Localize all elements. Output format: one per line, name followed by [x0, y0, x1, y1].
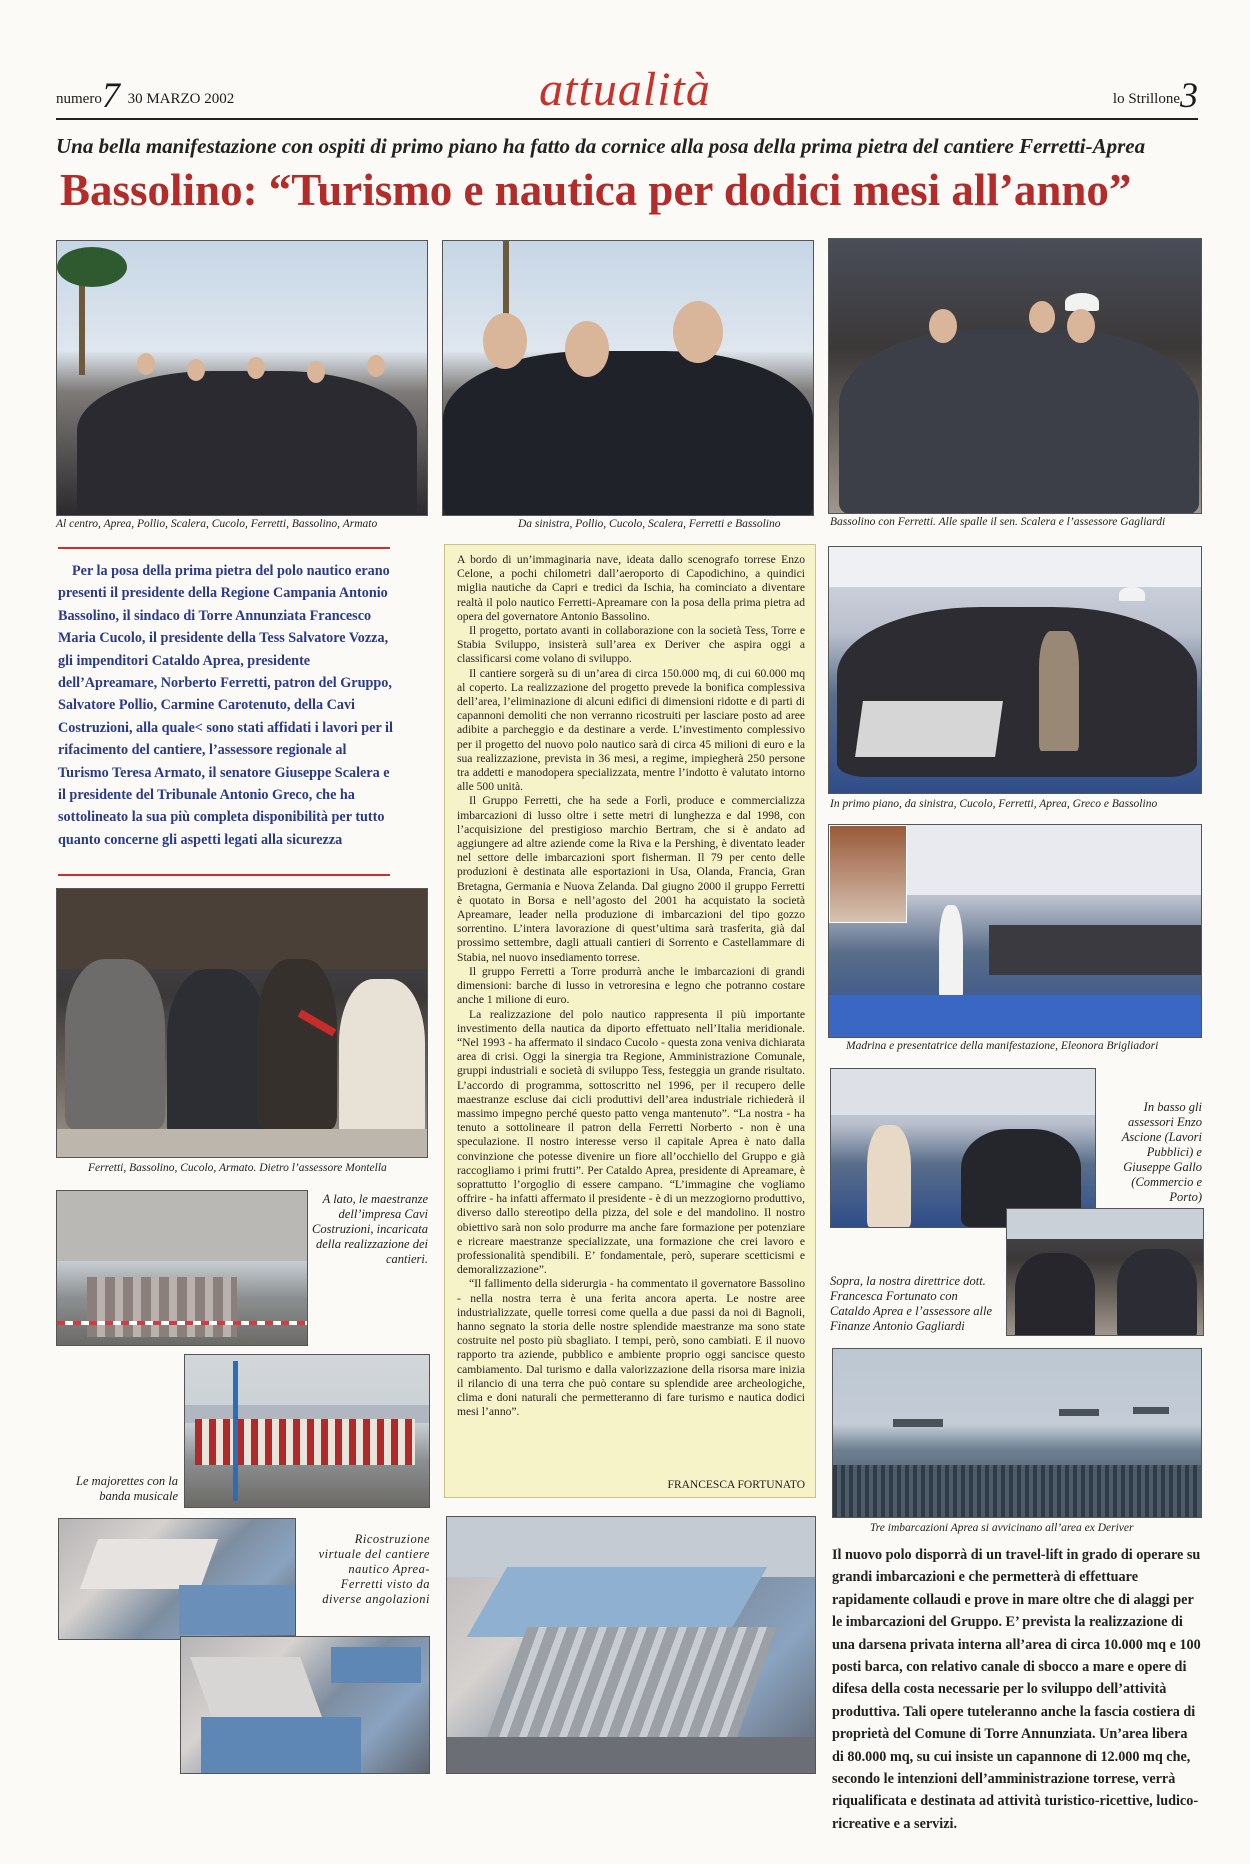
kicker: Una bella manifestazione con ospiti di primo piano ha fatto da cornice alla posa della prima pietra del cantiere Ferretti-Aprea: [56, 134, 1146, 158]
paper-info: [1113, 74, 1198, 116]
issue-date: 30 MARZO 2002: [127, 91, 235, 107]
page-number: 3: [1180, 75, 1198, 115]
render-shipyard-top: [58, 1518, 296, 1640]
render-shipyard-center: [446, 1516, 816, 1774]
caption-photo-10: Tre imbarcazioni Aprea si avvicinano all’area ex Deriver: [870, 1522, 1134, 1534]
issue-label: numero: [56, 91, 102, 107]
article-paragraph: A bordo di un’immaginaria nave, ideata dallo scenografo torrese Enzo Celone, a pochi chilometri dall’aeroporto di Capodichino, a quindici miglia nautiche da Capri e tredici da Ischia, ha cominciato a diventare realtà il polo nautico Ferretti-Apreamare con la posa della prima pietra ad opera del governatore Antonio Bassolino.: [457, 553, 805, 623]
photo-boats: [832, 1348, 1202, 1518]
section-title: attualità: [539, 63, 711, 116]
caption-photo-7: A lato, le maestranze dell’impresa Cavi Costruzioni, incaricata della realizzazione dei cantieri.: [312, 1192, 428, 1266]
photo-first-stone: [828, 546, 1202, 794]
photo-officials-group: [56, 240, 428, 516]
caption-photo-2: Da sinistra, Pollio, Cucolo, Scalera, Ferretti e Bassolino: [518, 518, 781, 530]
photo-assessori: [1006, 1208, 1204, 1336]
caption-photo-4: In primo piano, da sinistra, Cucolo, Ferretti, Aprea, Greco e Bassolino: [830, 798, 1158, 810]
intro-text: Per la posa della prima pietra del polo nautico erano presenti il presidente della Regione Campania Antonio Bassolino, il sindaco di Torre Annunziata Francesco Maria Cucolo, il presidente della Tess Salvatore Vozza, gli impenditori Cataldo Aprea, presidente dell’Apreamare, Norberto Ferretti, patron del Gruppo, Salvatore Pollio, Carmine Carotenuto, della Cavi Costruzioni, alla quale< sono stati affidati i lavori per il rifacimento del cantiere, l’assessore regionale al Turismo Teresa Armato, il senatore Giuseppe Scalera e il presidente del Tribunale Antonio Greco, che ha sottolineato la sua più completa disponibilità per tutto quanto concerne gli aspetti legati alla sicurezza: [58, 563, 393, 848]
article-body: [457, 553, 805, 1419]
article-paragraph: Il progetto, portato avanti in collaborazione con la società Tess, Torre e Stabia Sviluppo, insisterà sull’area ex Deriver che aspira oggi a classificarsi come volano di sviluppo.: [457, 624, 805, 666]
caption-photo-1: Al centro, Aprea, Pollio, Scalera, Cucolo, Ferretti, Bassolino, Armato: [56, 518, 378, 530]
caption-photo-9-below: Sopra, la nostra direttrice dott. Francesca Fortunato con Cataldo Aprea e l’assessore alle Finanze Antonio Gagliardi: [830, 1274, 993, 1333]
article-paragraph: La realizzazione del polo nautico rappresenta il più importante investimento della nautica da diporto effettuato nell’Italia meridionale. “Nel 1993 - ha affermato il sindaco Cucolo - questa zona veniva dichiarata area di crisi. Oggi la sinergia tra Regione, Amministrazione Comunale, gruppi industriali e società di sviluppo Tess, festeggia un grande risultato. L’accordo di programma, sottoscritto nel 1996, per il recupero delle maestranze escluse dai cicli produttivi dell’area industriale richiederà il massimo impegno perché questo patto venga mantenuto”. “La nostra - ha tenuto a sottolineare il patron della Ferretti Norberto - non è una speculazione. Il nostro interesse verso il capitale Aprea è nato dalla convinzione che potesse divenire un fiore all’occhiello del Gruppo e già raccogliamo i primi frutti”. Per Cataldo Aprea, presidente di Apreamare, è soprattutto l’orgoglio di essere campano. “L’immagine che vogliamo offrire - ha infatti affermato il presidente - è di un mezzogiorno produttivo, diverso dallo stereotipo della pizza, del sole e del mandolino. Il nostro obiettivo sarà non solo produrre ma anche fare formazione per potenziare e ricreare maestranze specializzate, una formazione che crei lavoro e professionalità spendibili. E’ fondamentale, però, superare scetticismi e demoralizzazione”.: [457, 1007, 805, 1277]
caption-photo-5: Madrina e presentatrice della manifestazione, Eleonora Brigliadori: [846, 1040, 1159, 1052]
issue-number: 7: [101, 75, 120, 115]
paper-name: lo Strillone: [1112, 91, 1180, 107]
photo-director-aprea: [830, 1068, 1096, 1228]
headline: Bassolino: “Turismo e nautica per dodici mesi all’anno”: [60, 165, 1132, 215]
article-paragraph: Il Gruppo Ferretti, che ha sede a Forlì, produce e commercializza imbarcazioni di lusso oltre i sette metri di lunghezza e dal 1998, con l’acquisizione del prestigioso marchio Bertram, che si è andato ad aggiungere ad altre aziende come la Riva e la Pershing, è diventato leader nel settore delle imbarcazioni sport fisherman. Il 79 per cento delle produzioni è destinata alle esportazioni in Usa, Olanda, Francia, Gran Bretagna, Germania e Nuova Zelanda. Dal giugno 2000 il gruppo Ferretti è quotato in Borsa e nell’agosto del 2001 ha acquistato la società Apreamare, leader nella produzione di imbarcazioni del tipo gozzo sorrentino. L’intera lavorazione di quest’ultima sarà trasferita, già dal prossimo settembre, dagli attuali cantieri di Sorrento e Castellammare di Stabia, nel nuovo insediamento torrese.: [457, 794, 805, 964]
article-signature: FRANCESCA FORTUNATO: [667, 1479, 805, 1491]
article-paragraph: Il gruppo Ferretti a Torre produrrà anche le imbarcazioni di grandi dimensioni: barche di lusso in vetroresina e legno che potranno costare anche 1 milione di euro.: [457, 964, 805, 1007]
article-paragraph: “Il fallimento della siderurgia - ha commentato il governatore Bassolino - nella nostra terra è una ferita ancora aperta. Le nostre aree industrializzate, quelle torresi come quella a due passi da noi di Bagnoli, hanno segnato la storia delle nostre splendide maestranze ma sono state costruite nel posto più sbagliato. I tempi, però, sono cambiati. E il nuovo rapporto tra aziende, pubblico e ambiente proprio oggi sancisce questo cambiamento. Dal turismo e dalla valorizzazione della risorsa mare inizia il rilancio di una terra che può contare su splendide aree archeologiche, clima e doni naturali che permetteranno di fare turismo e nautica dodici mesi l’anno”.: [457, 1277, 805, 1419]
photo-bassolino-ferretti: [828, 238, 1202, 514]
photo-seated-audience: [56, 888, 428, 1158]
caption-photo-9-side: In basso gli assessori Enzo Ascione (Lavori Pubblici) e Giuseppe Gallo (Commercio e Porto): [1121, 1100, 1202, 1204]
render-shipyard-bottom: [180, 1636, 430, 1774]
photo-dignitaries-closeup: [442, 240, 814, 516]
article-paragraph: Il cantiere sorgerà su di un’area di circa 150.000 mq, di cui 60.000 mq al coperto. La realizzazione del progetto prevede la bonifica complessiva dell’area, l’eliminazione di alcuni edifici di dimensioni ridotte e di parti di capannoni demoliti che non verranno ricostruiti per lasciare posto ad aree adibite a parcheggio e da destinare a verde. L’investimento complessivo per il progetto del nuovo polo nautico sarà di circa 45 milioni di euro e la sua realizzazione, prevista in 36 mesi, a regime, impiegherà 250 persone tra addetti e manodopera specializzata, mentre l’indotto è valutato intorno alle 500 unità.: [457, 666, 805, 794]
caption-photo-3: Bassolino con Ferretti. Alle spalle il sen. Scalera e l’assessore Gagliardi: [830, 516, 1166, 528]
intro-bottom-rule: [58, 874, 390, 876]
photo-madrina-stage: [828, 824, 1202, 1038]
caption-render: Ricostruzione virtuale del cantiere nautico Aprea-Ferretti visto da diverse angolazioni: [318, 1532, 430, 1606]
photo-workers: [56, 1190, 308, 1346]
intro-top-rule: [58, 547, 390, 549]
caption-photo-6: Ferretti, Bassolino, Cucolo, Armato. Dietro l’assessore Montella: [88, 1162, 387, 1174]
main-article: [444, 544, 816, 1498]
photo-majorettes: [184, 1354, 430, 1508]
caption-photo-8: Le majorettes con la banda musicale: [76, 1474, 178, 1503]
header-rule: [56, 118, 1198, 120]
closing-text: Il nuovo polo disporrà di un travel-lift in grado di operare su grandi imbarcazioni e che permetterà di effettuare rapidamente collaudi e prove in mare oltre che di alaggi per le imbarcazioni del Gruppo. E’ prevista la realizzazione di una darsena privata interna all’area di circa 10.000 mq e 100 posti barca, con relativo canale di sbocco a mare e opere di difesa della costa necessarie per lo sviluppo dell’attività produttiva. Tali opere tuteleranno anche la fascia costiera di proprietà del Comune di Torre Annunziata. Un’area libera di 80.000 mq, su cui insiste un capannone di 12.000 mq che, secondo le intenzioni dell’amministrazione torrese, verrà riqualificata e destinata ad attività turistico-ricettive, ludico-ricreative e a servizi.: [832, 1547, 1201, 1832]
